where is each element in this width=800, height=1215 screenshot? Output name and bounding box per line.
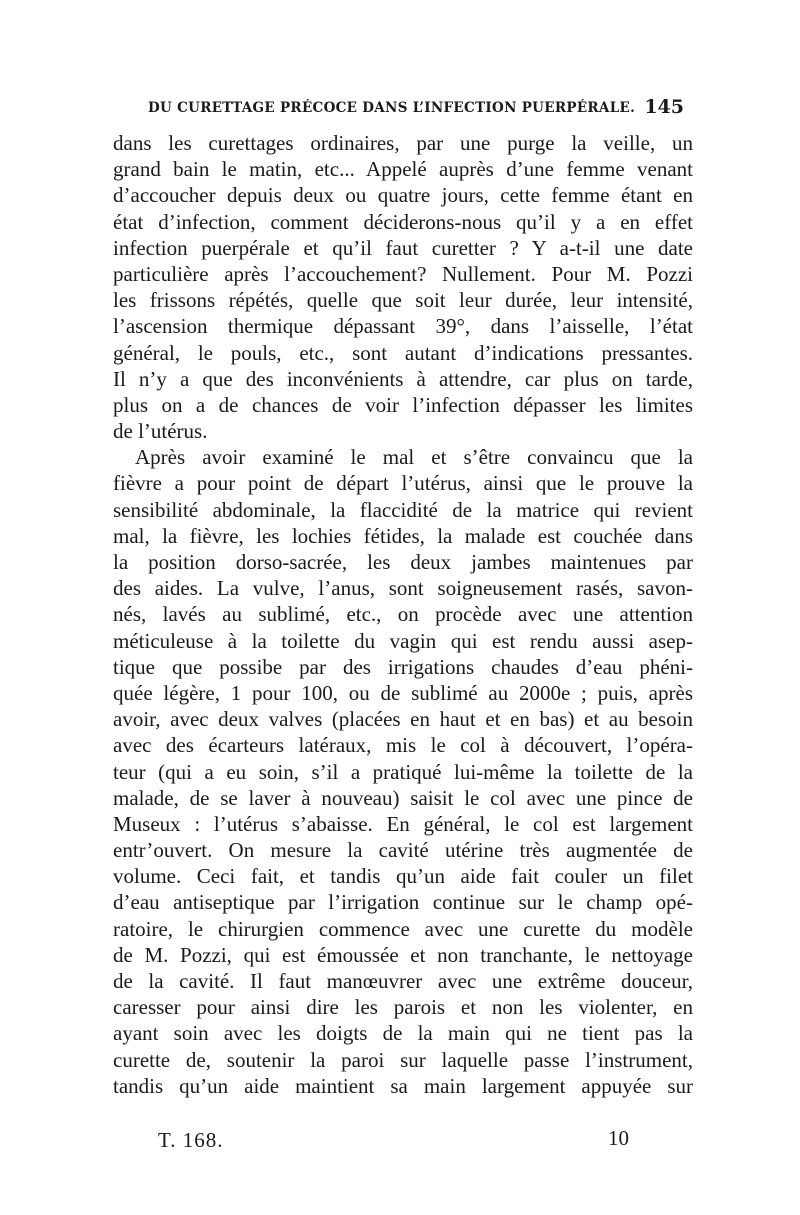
text-line: curette de, soutenir la paroi sur laquelle passe l’instrument,	[113, 1047, 693, 1072]
text-line: méticuleuse à la toilette du vagin qui est rendu aussi asep-	[113, 628, 693, 653]
page-number: 145	[644, 96, 684, 118]
text-line: tandis qu’un aide maintient sa main largement appuyée sur	[113, 1073, 693, 1098]
text-line: Il n’y a que des inconvénients à attendre, car plus on tarde,	[113, 366, 693, 391]
text-line: plus on a de chances de voir l’infection dépasser les limites	[113, 392, 693, 417]
printer-signature: T. 168.	[158, 1128, 224, 1152]
text-line: particulière après l’accouchement? Nullement. Pour M. Pozzi	[113, 261, 693, 286]
text-line: malade, de se laver à nouveau) saisit le col avec une pince de	[113, 785, 693, 810]
text-line: la position dorso-sacrée, les deux jambes maintenues par	[113, 550, 693, 574]
paragraph-start-line: Après avoir examiné le mal et s’être convaincu que la	[135, 445, 693, 470]
text-line: d’accoucher depuis deux ou quatre jours, cette femme étant en	[113, 183, 693, 208]
text-line: tique que possibe par des irrigations chaudes d’eau phéni-	[113, 654, 693, 679]
text-line: de la cavité. Il faut manœuvrer avec une extrême douceur,	[113, 969, 693, 993]
text-line: ayant soin avec les doigts de la main qui ne tient pas la	[113, 1021, 693, 1046]
text-line: quée légère, 1 pour 100, ou de sublimé au 2000e ; puis, après	[113, 680, 693, 705]
text-line: nés, lavés au sublimé, etc., on procède avec une attention	[113, 602, 693, 627]
running-head	[148, 96, 684, 126]
running-title: DU CURETTAGE PRÉCOCE DANS L’INFECTION PUERPÉRALE.	[148, 100, 636, 116]
text-line: les frissons répétés, quelle que soit leur durée, leur intensité,	[113, 288, 693, 313]
text-line: des aides. La vulve, l’anus, sont soigneusement rasés, savon-	[113, 576, 693, 601]
text-line: d’eau antiseptique par l’irrigation continue sur le champ opé-	[113, 890, 693, 915]
text-line: mal, la fièvre, les lochies fétides, la malade est couchée dans	[113, 523, 693, 548]
text-line: teur (qui a eu soin, s’il a pratiqué lui-même la toilette de la	[113, 759, 693, 784]
text-line: ratoire, le chirurgien commence avec une curette du modèle	[113, 916, 693, 941]
text-line: infection puerpérale et qu’il faut curetter ? Y a-t-il une date	[113, 235, 693, 260]
text-line: général, le pouls, etc., sont autant d’indications pressantes.	[113, 340, 693, 365]
text-line: sensibilité abdominale, la flaccidité de la matrice qui revient	[113, 497, 693, 522]
text-line: dans les curettages ordinaires, par une purge la veille, un	[113, 131, 693, 155]
paragraph-end-line: de l’utérus.	[113, 419, 208, 444]
text-line: état d’infection, comment déciderons-nous qu’il y a en effet	[113, 209, 693, 234]
text-line: avoir, avec deux valves (placées en haut et en bas) et au besoin	[113, 707, 693, 732]
text-line: de M. Pozzi, qui est émoussée et non tranchante, le nettoyage	[113, 942, 693, 967]
text-line: volume. Ceci fait, et tandis qu’un aide fait couler un filet	[113, 864, 693, 889]
text-line: grand bain le matin, etc... Appelé auprès d’une femme venant	[113, 157, 693, 182]
text-line: caresser pour ainsi dire les parois et non les violenter, en	[113, 995, 693, 1020]
sheet-number: 10	[608, 1126, 629, 1150]
text-line: avec des écarteurs latéraux, mis le col à découvert, l’opéra-	[113, 733, 693, 758]
text-line: l’ascension thermique dépassant 39°, dans l’aisselle, l’état	[113, 314, 693, 339]
text-line: entr’ouvert. On mesure la cavité utérine très augmentée de	[113, 838, 693, 863]
text-line: Museux : l’utérus s’abaisse. En général, le col est largement	[113, 811, 693, 836]
body-text	[113, 130, 693, 1099]
text-line: fièvre a pour point de départ l’utérus, ainsi que le prouve la	[113, 471, 693, 496]
